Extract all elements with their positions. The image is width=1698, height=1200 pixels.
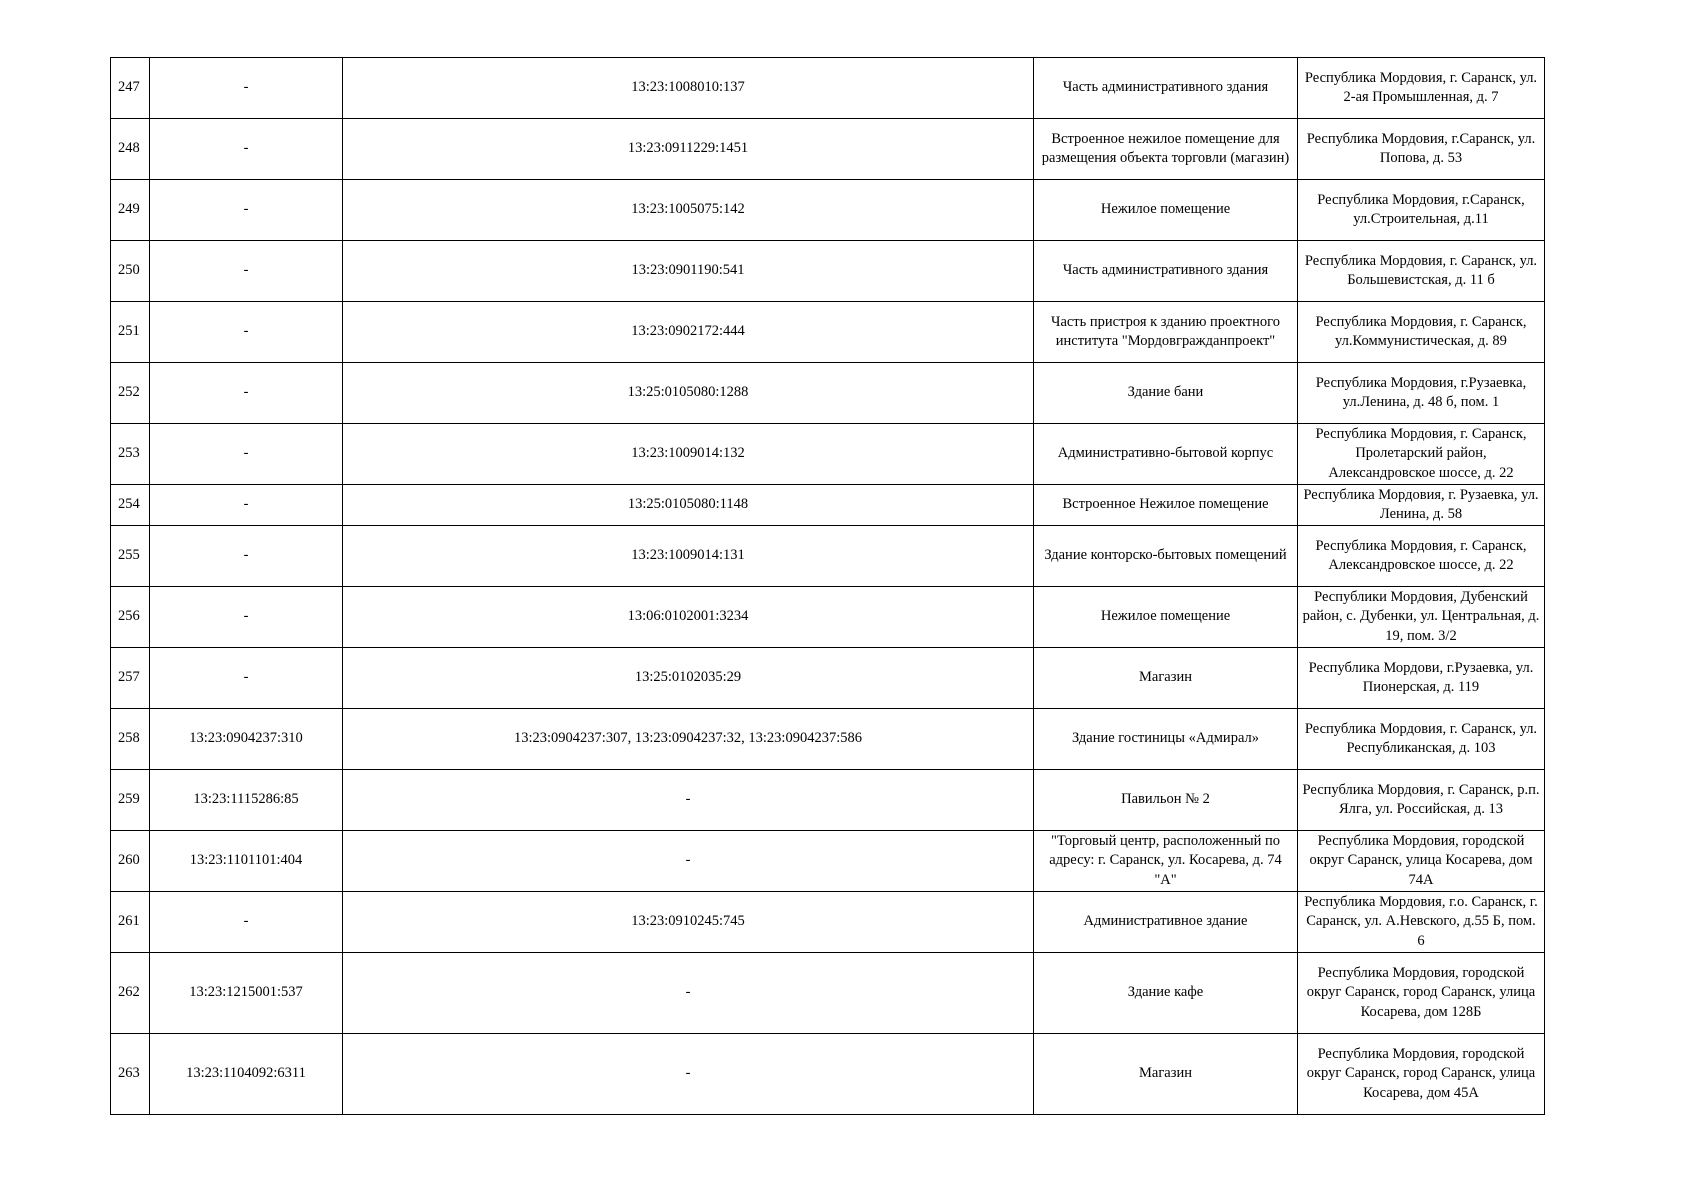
object-address: Республика Мордовия, г. Саранск, Пролетарский район, Александровское шоссе, д. 22	[1298, 424, 1545, 485]
table-row	[111, 953, 1545, 1034]
table-row	[111, 363, 1545, 424]
object-cadastral-number: 13:23:1005075:142	[343, 180, 1034, 241]
object-name: Павильон № 2	[1034, 770, 1298, 831]
row-number: 257	[111, 648, 150, 709]
land-cadastral-number: -	[150, 587, 343, 648]
object-address: Республика Мордовия, г. Саранск, ул. Республиканская, д. 103	[1298, 709, 1545, 770]
table-row	[111, 587, 1545, 648]
object-cadastral-number: -	[343, 953, 1034, 1034]
land-cadastral-number: -	[150, 58, 343, 119]
object-cadastral-number: 13:23:0910245:745	[343, 892, 1034, 953]
land-cadastral-number: -	[150, 526, 343, 587]
table-row	[111, 709, 1545, 770]
table-row	[111, 526, 1545, 587]
object-name: Административное здание	[1034, 892, 1298, 953]
table-row	[111, 831, 1545, 892]
object-name: Магазин	[1034, 1034, 1298, 1115]
row-number: 256	[111, 587, 150, 648]
object-name: Здание кафе	[1034, 953, 1298, 1034]
object-name: "Торговый центр, расположенный по адресу: г. Саранск, ул. Косарева, д. 74 "А"	[1034, 831, 1298, 892]
row-number: 247	[111, 58, 150, 119]
object-address: Республика Мордовия, г.Рузаевка, ул.Ленина, д. 48 б, пом. 1	[1298, 363, 1545, 424]
table-row	[111, 302, 1545, 363]
table-row	[111, 424, 1545, 485]
row-number: 248	[111, 119, 150, 180]
land-cadastral-number: -	[150, 892, 343, 953]
object-address: Республика Мордовия, г. Рузаевка, ул. Ленина, д. 58	[1298, 485, 1545, 526]
table-row	[111, 180, 1545, 241]
object-cadastral-number: 13:23:0902172:444	[343, 302, 1034, 363]
object-name: Встроенное Нежилое помещение	[1034, 485, 1298, 526]
object-cadastral-number: 13:23:0901190:541	[343, 241, 1034, 302]
land-cadastral-number: -	[150, 119, 343, 180]
object-address: Республика Мордовия, городской округ Саранск, город Саранск, улица Косарева, дом 45А	[1298, 1034, 1545, 1115]
row-number: 250	[111, 241, 150, 302]
table-row	[111, 648, 1545, 709]
object-address: Республика Мордови, г.Рузаевка, ул. Пионерская, д. 119	[1298, 648, 1545, 709]
table-row	[111, 770, 1545, 831]
object-cadastral-number: 13:23:1009014:131	[343, 526, 1034, 587]
object-address: Республика Мордовия, г.о. Саранск, г. Саранск, ул. А.Невского, д.55 Б, пом. 6	[1298, 892, 1545, 953]
object-cadastral-number: 13:23:0911229:1451	[343, 119, 1034, 180]
row-number: 252	[111, 363, 150, 424]
object-name: Здание гостиницы «Адмирал»	[1034, 709, 1298, 770]
object-address: Республика Мордовия, г. Саранск, ул. 2-ая Промышленная, д. 7	[1298, 58, 1545, 119]
object-cadastral-number: -	[343, 831, 1034, 892]
land-cadastral-number: 13:23:1104092:6311	[150, 1034, 343, 1115]
table-row	[111, 1034, 1545, 1115]
table-row	[111, 485, 1545, 526]
object-cadastral-number: 13:25:0105080:1288	[343, 363, 1034, 424]
object-address: Республика Мордовия, г.Саранск, ул. Попова, д. 53	[1298, 119, 1545, 180]
registry-table-body	[111, 58, 1545, 1115]
object-address: Республики Мордовия, Дубенский район, с. Дубенки, ул. Центральная, д. 19, пом. 3/2	[1298, 587, 1545, 648]
object-address: Республика Мордовия, г.Саранск, ул.Строительная, д.11	[1298, 180, 1545, 241]
property-registry-table	[110, 57, 1545, 1115]
row-number: 258	[111, 709, 150, 770]
object-cadastral-number: 13:25:0105080:1148	[343, 485, 1034, 526]
object-name: Часть пристроя к зданию проектного института "Мордовгражданпроект"	[1034, 302, 1298, 363]
land-cadastral-number: -	[150, 424, 343, 485]
object-address: Республика Мордовия, г. Саранск, ул. Большевистская, д. 11 б	[1298, 241, 1545, 302]
land-cadastral-number: -	[150, 241, 343, 302]
land-cadastral-number: -	[150, 485, 343, 526]
object-cadastral-number: 13:25:0102035:29	[343, 648, 1034, 709]
object-address: Республика Мордовия, городской округ Саранск, город Саранск, улица Косарева, дом 128Б	[1298, 953, 1545, 1034]
object-name: Встроенное нежилое помещение для размещения объекта торговли (магазин)	[1034, 119, 1298, 180]
object-name: Административно-бытовой корпус	[1034, 424, 1298, 485]
object-cadastral-number: 13:23:0904237:307, 13:23:0904237:32, 13:23:0904237:586	[343, 709, 1034, 770]
object-name: Часть административного здания	[1034, 241, 1298, 302]
row-number: 253	[111, 424, 150, 485]
land-cadastral-number: 13:23:1101101:404	[150, 831, 343, 892]
table-row	[111, 241, 1545, 302]
object-cadastral-number: -	[343, 770, 1034, 831]
object-address: Республика Мордовия, городской округ Саранск, улица Косарева, дом 74А	[1298, 831, 1545, 892]
object-name: Магазин	[1034, 648, 1298, 709]
row-number: 260	[111, 831, 150, 892]
row-number: 262	[111, 953, 150, 1034]
object-name: Здание бани	[1034, 363, 1298, 424]
object-name: Часть административного здания	[1034, 58, 1298, 119]
land-cadastral-number: -	[150, 648, 343, 709]
object-name: Нежилое помещение	[1034, 587, 1298, 648]
object-name: Нежилое помещение	[1034, 180, 1298, 241]
row-number: 251	[111, 302, 150, 363]
object-cadastral-number: 13:06:0102001:3234	[343, 587, 1034, 648]
land-cadastral-number: -	[150, 302, 343, 363]
row-number: 259	[111, 770, 150, 831]
row-number: 263	[111, 1034, 150, 1115]
table-row	[111, 58, 1545, 119]
land-cadastral-number: 13:23:0904237:310	[150, 709, 343, 770]
object-cadastral-number: 13:23:1008010:137	[343, 58, 1034, 119]
row-number: 255	[111, 526, 150, 587]
land-cadastral-number: 13:23:1215001:537	[150, 953, 343, 1034]
row-number: 261	[111, 892, 150, 953]
object-cadastral-number: 13:23:1009014:132	[343, 424, 1034, 485]
object-cadastral-number: -	[343, 1034, 1034, 1115]
object-address: Республика Мордовия, г. Саранск, р.п. Ялга, ул. Российская, д. 13	[1298, 770, 1545, 831]
land-cadastral-number: 13:23:1115286:85	[150, 770, 343, 831]
land-cadastral-number: -	[150, 180, 343, 241]
object-address: Республика Мордовия, г. Саранск, Александровское шоссе, д. 22	[1298, 526, 1545, 587]
row-number: 249	[111, 180, 150, 241]
table-row	[111, 892, 1545, 953]
row-number: 254	[111, 485, 150, 526]
table-row	[111, 119, 1545, 180]
land-cadastral-number: -	[150, 363, 343, 424]
object-address: Республика Мордовия, г. Саранск, ул.Коммунистическая, д. 89	[1298, 302, 1545, 363]
object-name: Здание конторско-бытовых помещений	[1034, 526, 1298, 587]
